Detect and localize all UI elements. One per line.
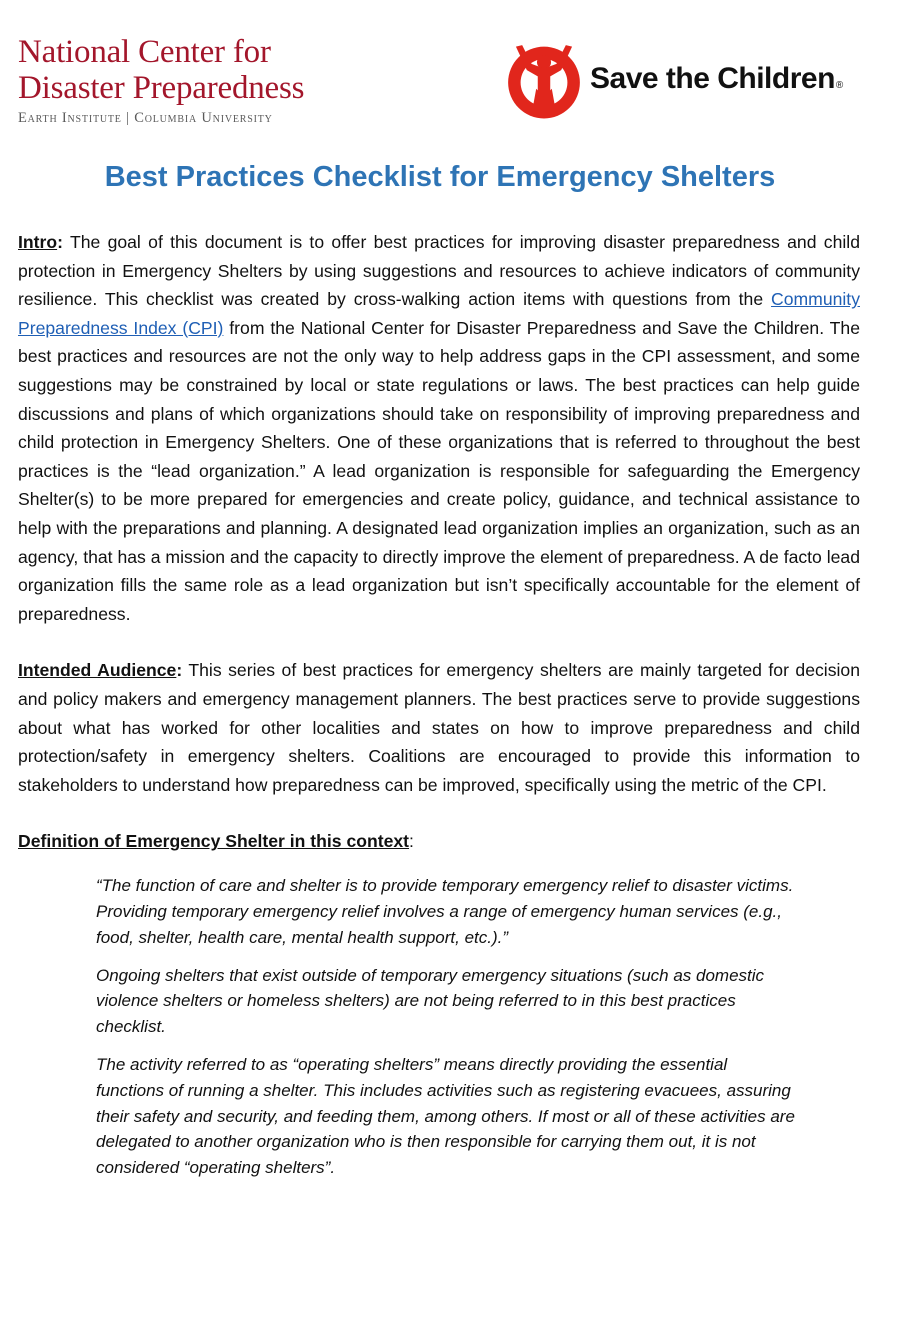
registered-mark: ® [835, 80, 843, 91]
ncdp-affiliation: Earth Institute | Columbia University [18, 110, 273, 126]
definition-quote-1: “The function of care and shelter is to provide temporary emergency relief to disaster victims. Providing temporary emergency relief involves a range of emergency human services (e.g., food, shelter, health care, mental health support, etc.).” [96, 876, 794, 947]
intro-text-before: The goal of this document is to offer best practices for improving disaster preparedness and child protection in Emergency Shelters by using suggestions and resources to achieve indicators of community resilience. This checklist was created by cross-walking action items with questions from the [18, 232, 860, 310]
intro-colon: : [57, 232, 63, 252]
document-body [18, 228, 860, 1193]
save-the-children-emblem-icon [505, 42, 583, 120]
definition-heading [18, 827, 860, 855]
definition-quote-2: Ongoing shelters that exist outside of temporary emergency situations (such as domestic violence shelters or homeless shelters) are not being referred to in this best practices checklist. [96, 965, 765, 1037]
audience-text: This series of best practices for emergency shelters are mainly targeted for decision and policy makers and emergency management planners. The best practices serve to provide suggestions about what has worked for other localities and states on how to improve preparedness and child protection/safety in emergency shelters. Coalitions are encouraged to provide this information to stakeholders to understand how preparedness can be improved, specifically using the metric of the CPI. [18, 660, 860, 795]
audience-paragraph [18, 656, 860, 799]
intro-paragraph [18, 228, 860, 628]
page-title: Best Practices Checklist for Emergency Shelters [104, 161, 776, 193]
definition-quotes [96, 873, 796, 1181]
ncdp-logo [18, 34, 304, 127]
audience-label: Intended Audience [18, 660, 177, 681]
page-header [0, 0, 900, 140]
save-the-children-wordmark [590, 62, 843, 96]
definition-quote-3: The activity referred to as “operating shelters” means directly providing the essential functions of running a shelter. This includes activities such as registering evacuees, assuring their safety and security, and feeding them, among others. If most or all of these activities are delegated to another organization who is then responsible for carrying them out, it is not considered “operating shelters”. [96, 1055, 795, 1178]
save-the-children-logo [505, 42, 890, 122]
cpi-link[interactable]: Community Preparedness Index (CPI) [18, 289, 860, 338]
ncdp-name-line2: Disaster Preparedness [18, 70, 305, 106]
intro-text-after: from the National Center for Disaster Preparedness and Save the Children. The best practices and resources are not the only way to help address gaps in the CPI assessment, and some suggestions may be constrained by local or state regulations or laws. The best practices can help guide discussions and plans of which organizations should take on responsibility of improving preparedness and child protection in Emergency Shelters. One of these organizations that is referred to throughout the best practices is the “lead organization.” A lead organization is responsible for safeguarding the Emergency Shelter(s) to be more prepared for emergencies and create policy, guidance, and technical assistance to help with the preparations and planning. A designated lead organization implies an organization, such as an agency, that has a mission and the capacity to directly improve the element of preparedness. A de facto lead organization fills the same role as a lead organization but isn’t specifically accountable for the element of preparedness. [18, 317, 860, 624]
intro-label: Intro [18, 232, 58, 252]
stc-name: Save the Children [590, 62, 835, 95]
audience-colon: : [176, 660, 183, 681]
definition-label: Definition of Emergency Shelter in this context [18, 831, 410, 852]
ncdp-name-line1: National Center for [18, 34, 271, 70]
definition-colon: : [409, 831, 414, 852]
